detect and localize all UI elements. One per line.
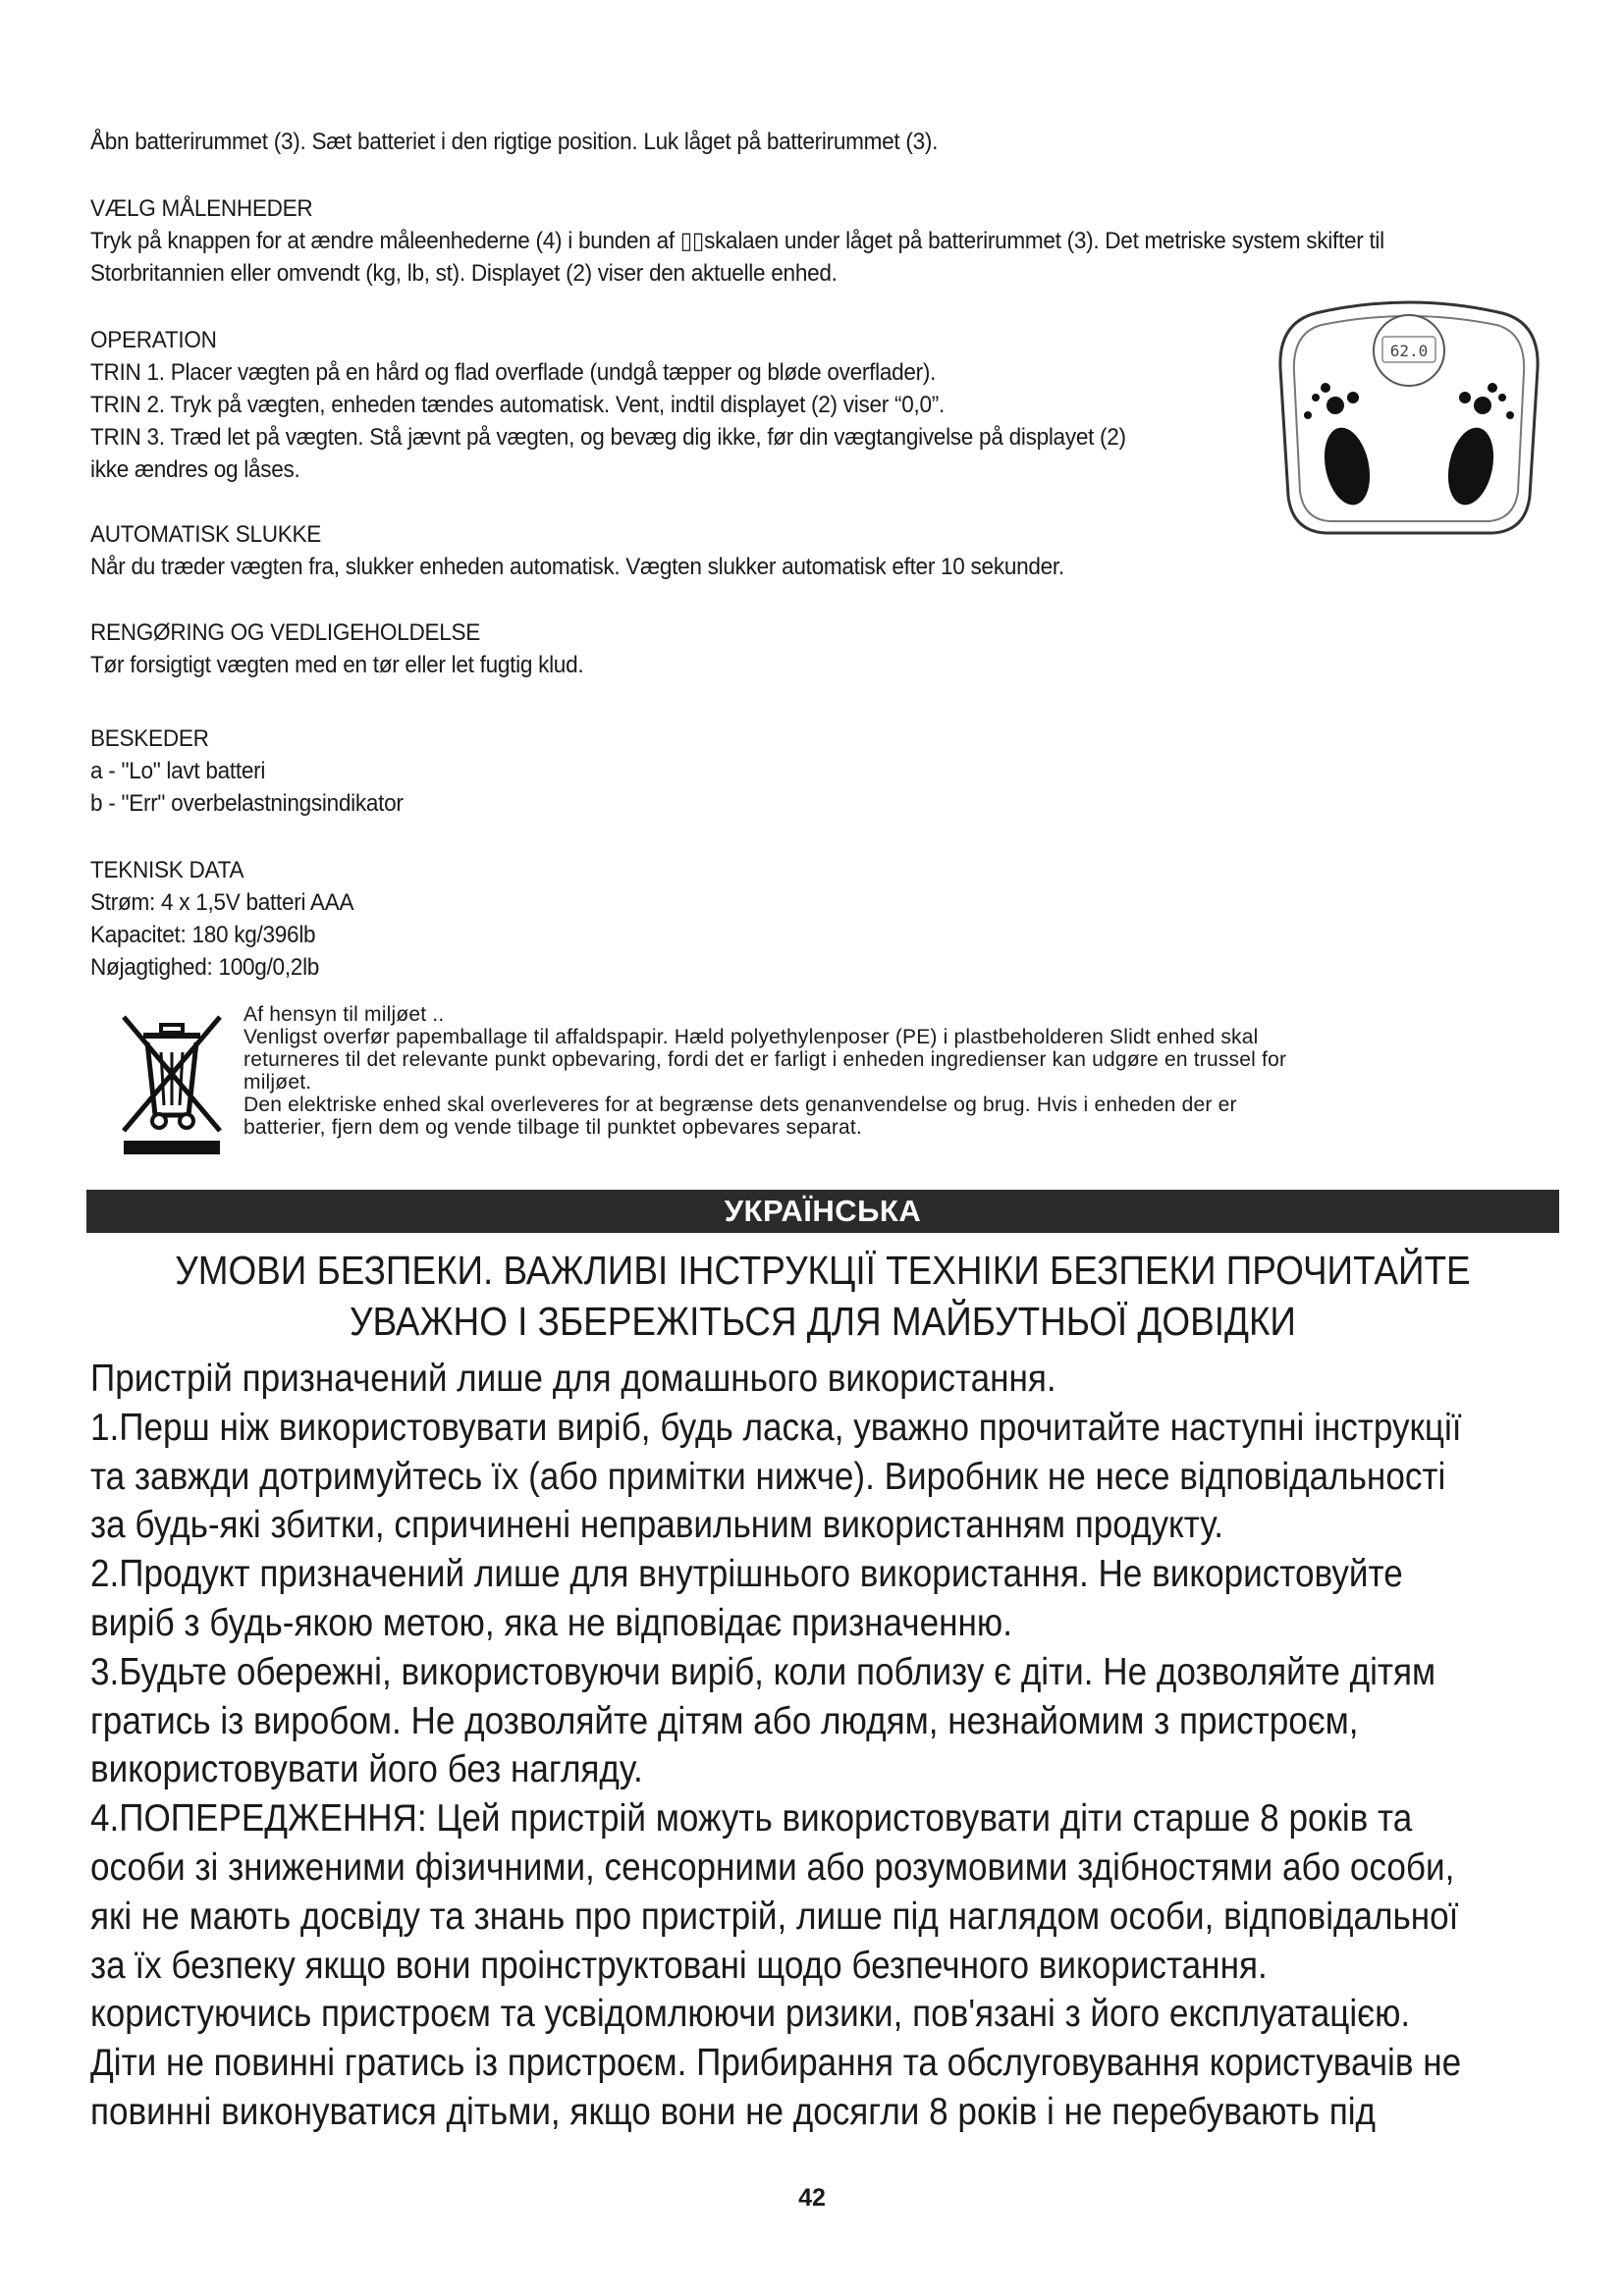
- tech-data-section: [90, 854, 1530, 984]
- ukrainian-line: Діти не повинні гратись із пристроєм. Прибирання та обслуговування користувачів не: [90, 2042, 1462, 2085]
- ukrainian-line: виріб з будь-якою метою, яка не відповідає призначенню.: [90, 1601, 1012, 1644]
- cleaning-section: [90, 616, 1530, 681]
- ukrainian-line: 2.Продукт призначений лише для внутрішнього використання. Не використовуйте: [90, 1553, 1403, 1596]
- env-line-2: Venligst overfør papemballage til affaldspapir. Hæld polyethylenposer (PE) i plastbeholderen Slidt enhed skal: [244, 1026, 1259, 1048]
- cleaning-heading: RENGØRING OG VEDLIGEHOLDELSE: [90, 619, 481, 646]
- message-b: b - "Err" overbelastningsindikator: [90, 790, 404, 817]
- ukrainian-title-line-2: УВАЖНО І ЗБЕРЕЖІТЬСЯ ДЛЯ МАЙБУТНЬОЇ ДОВІДКИ: [350, 1299, 1296, 1344]
- tech-heading: TEKNISK DATA: [90, 857, 244, 883]
- ukrainian-line: які не мають досвіду та знань про пристрій, лише під наглядом особи, відповідальної: [90, 1895, 1459, 1938]
- units-line-1: Tryk på knappen for at ændre måleenhederne (4) i bunden af ▯▯skalaen under låget på batterirummet (3). Det metriske system skifter til: [90, 228, 1384, 254]
- ukrainian-line: 3.Будьте обережні, використовуючи виріб, коли поблизу є діти. Не дозволяйте дітям: [90, 1650, 1436, 1693]
- ukrainian-line: та завжди дотримуйтесь їх (або примітки нижче). Виробник не несе відповідальності: [90, 1455, 1446, 1498]
- operation-step-1: TRIN 1. Placer vægten på en hård og flad overflade (undgå tæpper og bløde overflader).: [90, 359, 937, 386]
- ukrainian-line: за їх безпеку якщо вони проінструктовані щодо безпечного використання.: [90, 1944, 1268, 1987]
- ukrainian-line: повинні виконуватися дітьми, якщо вони не досягли 8 років і не перебувають під: [90, 2090, 1377, 2133]
- ukrainian-line: використовувати його без нагляду.: [90, 1748, 643, 1791]
- operation-step-3a: TRIN 3. Træd let på vægten. Stå jævnt på vægten, og bevæg dig ikke, før din vægtangivelse på displayet (2): [90, 424, 1126, 451]
- units-heading: VÆLG MÅLENHEDER: [90, 195, 313, 222]
- env-line-4: miljøet.: [244, 1071, 312, 1094]
- ukrainian-title-line-1: УМОВИ БЕЗПЕКИ. ВАЖЛИВІ ІНСТРУКЦІЇ ТЕХНІКИ БЕЗПЕКИ ПРОЧИТАЙТЕ: [175, 1248, 1471, 1293]
- scale-display-readout: 62.0: [1389, 342, 1429, 360]
- units-section: [90, 192, 1530, 290]
- ukrainian-title: [160, 1245, 1486, 1347]
- env-line-1: Af hensyn til miljøet ..: [244, 1003, 445, 1026]
- env-line-3: returneres til det relevante punkt opbevaring, fordi det er farligt i enheden ingredienser kan udgøre en trussel for: [244, 1048, 1287, 1071]
- units-line-2: Storbritannien eller omvendt (kg, lb, st). Displayet (2) viser den aktuelle enhed.: [90, 260, 838, 287]
- env-line-6: batterier, fjern dem og vende tilbage til punktet opbevares separat.: [244, 1116, 862, 1139]
- operation-heading: OPERATION: [90, 327, 217, 353]
- message-a: a - "Lo" lavt batteri: [90, 758, 266, 784]
- ukrainian-line: користуючись пристроєм та усвідомлюючи ризики, пов'язані з його експлуатацією.: [90, 1993, 1411, 2036]
- ukrainian-line: за будь-які збитки, спричинені неправильним використанням продукту.: [90, 1504, 1224, 1547]
- ukrainian-line: особи зі зниженими фізичними, сенсорними або розумовими здібностями або особи,: [90, 1845, 1455, 1889]
- ukrainian-body: [90, 1355, 1540, 2137]
- auto-off-text: Når du træder vægten fra, slukker enheden automatisk. Vægten slukker automatisk efter 10 sekunder.: [90, 554, 1064, 580]
- tech-power: Strøm: 4 x 1,5V batteri AAA: [90, 889, 354, 916]
- environment-notice: [244, 1003, 1549, 1139]
- battery-instruction: [90, 126, 1179, 158]
- ukrainian-line: Пристрій призначений лише для домашнього використання.: [90, 1358, 1056, 1400]
- tech-capacity: Kapacitet: 180 kg/396lb: [90, 922, 316, 948]
- bathroom-scale-illustration: [1276, 299, 1542, 537]
- operation-step-2: TRIN 2. Tryk på vægten, enheden tændes automatisk. Vent, indtil displayet (2) viser “0,0”.: [90, 392, 945, 418]
- operation-section: [90, 324, 1179, 486]
- language-band: УКРАЇНСЬКА: [86, 1190, 1559, 1233]
- cleaning-text: Tør forsigtigt vægten med en tør eller let fugtig klud.: [90, 652, 584, 678]
- page-number: 42: [798, 2184, 826, 2212]
- ukrainian-line: гратись із виробом. Не дозволяйте дітям або людям, незнайомим з пристроєм,: [90, 1699, 1359, 1742]
- ukrainian-line: 1.Перш ніж використовувати виріб, будь ласка, уважно прочитайте наступні інструкції: [90, 1406, 1462, 1449]
- tech-accuracy: Nøjagtighed: 100g/0,2lb: [90, 954, 320, 981]
- battery-line: Åbn batterirummet (3). Sæt batteriet i den rigtige position. Luk låget på batterirummet (3).: [90, 129, 939, 155]
- weee-crossed-bin-icon: [118, 1009, 226, 1156]
- messages-section: [90, 722, 1530, 820]
- auto-off-section: [90, 518, 1530, 583]
- auto-off-heading: AUTOMATISK SLUKKE: [90, 521, 322, 548]
- ukrainian-line: 4.ПОПЕРЕДЖЕННЯ: Цей пристрій можуть використовувати діти старше 8 років та: [90, 1797, 1413, 1841]
- env-line-5: Den elektriske enhed skal overleveres for at begrænse dets genanvendelse og brug. Hvis i enheden der er: [244, 1094, 1237, 1116]
- messages-heading: BESKEDER: [90, 725, 209, 752]
- operation-step-3b: ikke ændres og låses.: [90, 456, 300, 483]
